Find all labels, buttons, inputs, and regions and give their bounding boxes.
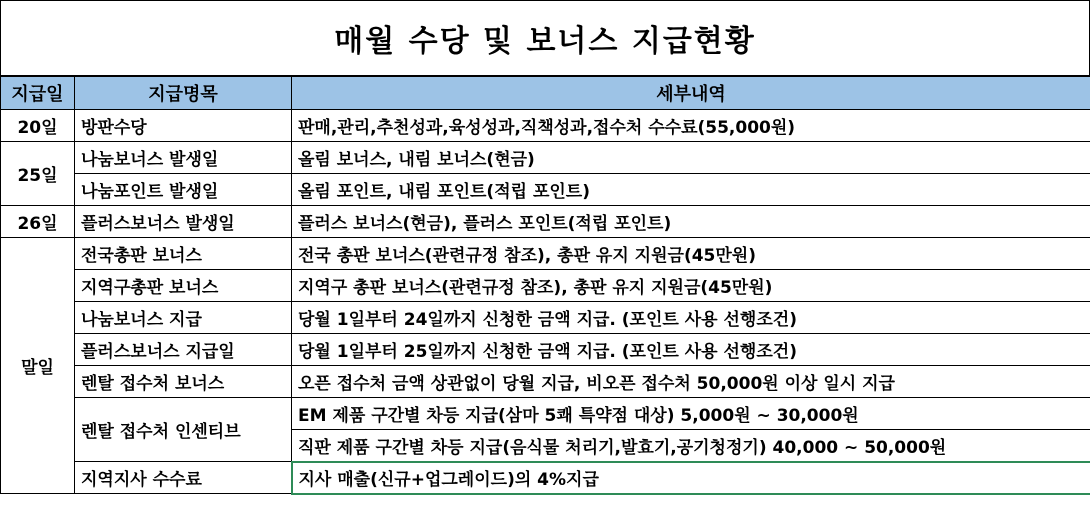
detail-cell[interactable]: 오픈 접수처 금액 상관없이 당월 지급, 비오픈 접수처 50,000원 이상 일시 지급	[292, 366, 1090, 398]
table-row	[1, 206, 1090, 238]
name-cell[interactable]: 지역구총판 보너스	[75, 270, 292, 302]
name-cell[interactable]: 나눔포인트 발생일	[75, 174, 292, 206]
detail-cell[interactable]: 플러스 보너스(현금), 플러스 포인트(적립 포인트)	[292, 206, 1090, 238]
date-cell[interactable]: 말일	[1, 238, 75, 494]
date-cell[interactable]: 26일	[1, 206, 75, 238]
detail-cell[interactable]: 판매,관리,추천성과,육성성과,직책성과,접수처 수수료(55,000원)	[292, 110, 1090, 142]
page-title: 매월 수당 및 보너스 지급현황	[0, 0, 1090, 76]
detail-cell[interactable]: 전국 총판 보너스(관련규정 참조), 총판 유지 지원금(45만원)	[292, 238, 1090, 270]
selected-detail-cell[interactable]: 지사 매출(신규+업그레이드)의 4%지급	[292, 462, 1090, 494]
name-cell[interactable]: 플러스보너스 발생일	[75, 206, 292, 238]
table-row	[1, 238, 1090, 270]
detail-cell[interactable]: EM 제품 구간별 차등 지급(삼마 5쾌 특약점 대상) 5,000원 ~ 30,000원	[292, 398, 1090, 430]
date-cell[interactable]: 25일	[1, 142, 75, 206]
table-row	[1, 174, 1090, 206]
detail-cell[interactable]: 올림 포인트, 내림 포인트(적립 포인트)	[292, 174, 1090, 206]
header-name[interactable]: 지급명목	[75, 77, 292, 110]
table-row	[1, 462, 1090, 494]
header-row	[1, 77, 1090, 110]
name-cell[interactable]: 나눔보너스 발생일	[75, 142, 292, 174]
detail-cell[interactable]: 올림 보너스, 내림 보너스(현금)	[292, 142, 1090, 174]
payment-table	[0, 76, 1090, 495]
detail-cell[interactable]: 당월 1일부터 24일까지 신청한 금액 지급. (포인트 사용 선행조건)	[292, 302, 1090, 334]
table-row	[1, 142, 1090, 174]
date-cell[interactable]: 20일	[1, 110, 75, 142]
name-cell[interactable]: 플러스보너스 지급일	[75, 334, 292, 366]
name-cell[interactable]: 지역지사 수수료	[75, 462, 292, 494]
table-row	[1, 366, 1090, 398]
detail-cell[interactable]: 당월 1일부터 25일까지 신청한 금액 지급. (포인트 사용 선행조건)	[292, 334, 1090, 366]
detail-cell[interactable]: 지역구 총판 보너스(관련규정 참조), 총판 유지 지원금(45만원)	[292, 270, 1090, 302]
table-row	[1, 334, 1090, 366]
table-row	[1, 110, 1090, 142]
name-cell[interactable]: 렌탈 접수처 보너스	[75, 366, 292, 398]
detail-cell[interactable]: 직판 제품 구간별 차등 지급(음식물 처리기,발효기,공기청정기) 40,000 ~ 50,000원	[292, 430, 1090, 462]
name-cell[interactable]: 나눔보너스 지급	[75, 302, 292, 334]
name-cell[interactable]: 방판수당	[75, 110, 292, 142]
table-row	[1, 270, 1090, 302]
table-row	[1, 398, 1090, 430]
table-row	[1, 302, 1090, 334]
header-detail[interactable]: 세부내역	[292, 77, 1090, 110]
name-cell[interactable]: 전국총판 보너스	[75, 238, 292, 270]
name-cell[interactable]: 렌탈 접수처 인센티브	[75, 398, 292, 462]
header-date[interactable]: 지급일	[1, 77, 75, 110]
